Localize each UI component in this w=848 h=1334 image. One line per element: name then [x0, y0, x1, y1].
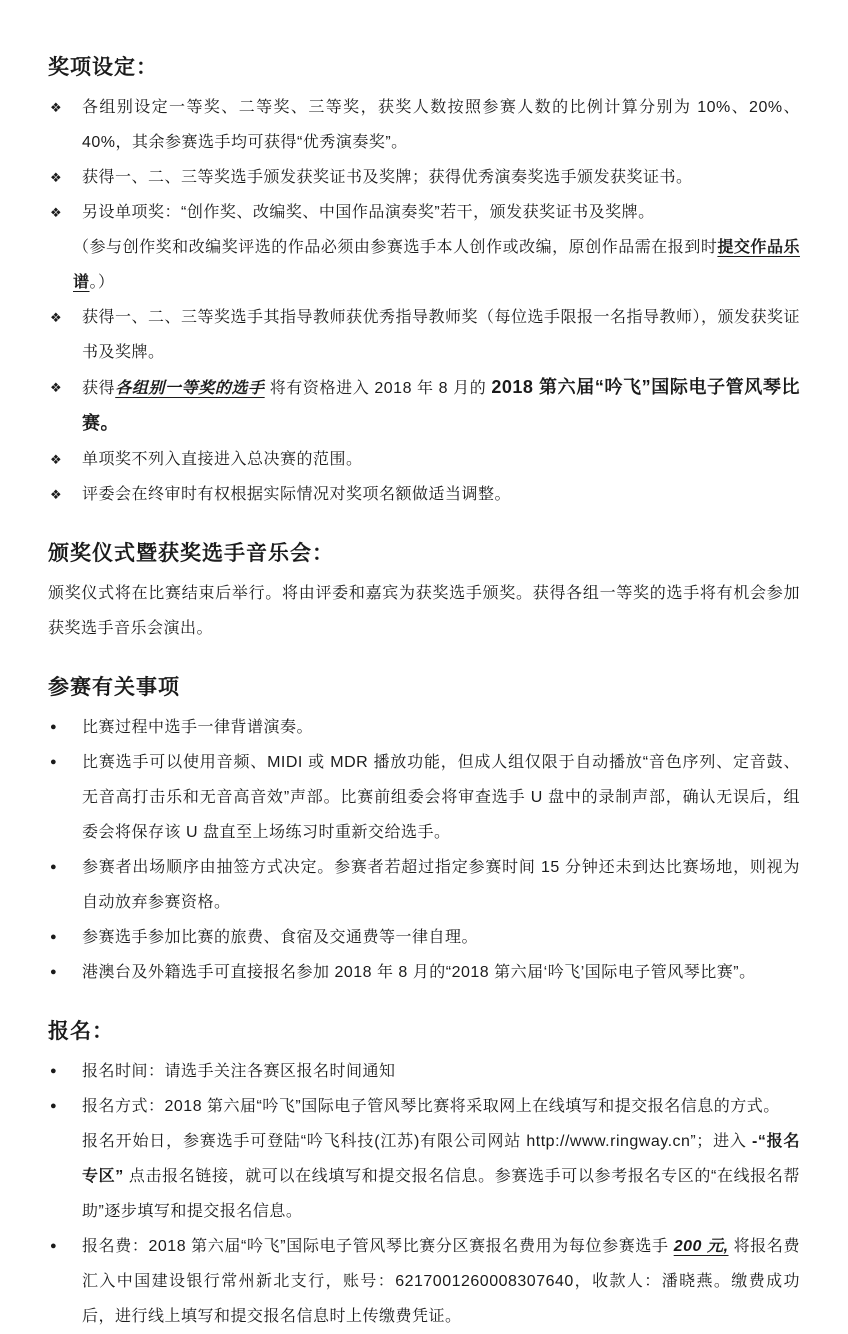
bullet-item: [48, 710, 800, 745]
circle-bullet-icon: ●: [50, 721, 58, 733]
diamond-bullet-icon: ❖: [50, 100, 63, 115]
bullet-item: [48, 745, 800, 850]
circle-bullet-icon: ●: [50, 1065, 58, 1077]
text-run: 评委会在终审时有权根据实际情况对奖项名额做适当调整。: [82, 486, 512, 503]
bullet-item: [48, 300, 800, 370]
diamond-bullet-icon: ❖: [50, 310, 63, 325]
bullet-item: [48, 920, 800, 955]
bullet-item: [48, 477, 800, 512]
circle-bullet-icon: ●: [50, 756, 58, 768]
text-run: 比赛过程中选手一律背谱演奏。: [82, 719, 314, 736]
ceremony-items: [48, 576, 800, 646]
bullet-item: [48, 850, 800, 920]
text-run: 参赛者出场顺序由抽签方式决定。参赛者若超过指定参赛时间 15 分钟还未到达比赛场地，则视为自动放弃参赛资格。: [82, 859, 800, 911]
text-run: 另设单项奖：“创作奖、改编奖、中国作品演奏奖”若干，颁发获奖证书及奖牌。: [82, 204, 655, 221]
circle-bullet-icon: ●: [50, 861, 58, 873]
bullet-item: [48, 370, 800, 442]
text-run: 点击报名链接，就可以在线填写和提交报名信息。参赛选手可以参考报名专区的“在线报名帮助”逐步填写和提交报名信息。: [82, 1168, 800, 1220]
diamond-bullet-icon: ❖: [50, 205, 63, 220]
registration-items: [48, 1054, 800, 1334]
paragraph: [48, 1124, 800, 1229]
matters-items: [48, 710, 800, 990]
section-registration: [48, 1018, 800, 1334]
section-heading-ceremony: 颁奖仪式暨获奖选手音乐会：: [48, 542, 334, 565]
text-run: 报名方式：2018 第六届“吟飞”国际电子管风琴比赛将采取网上在线填写和提交报名信息的方式。: [82, 1098, 780, 1115]
bullet-item: [48, 442, 800, 477]
text-run: 单项奖不列入直接进入总决赛的范围。: [82, 451, 363, 468]
bullet-item: [48, 160, 800, 195]
section-awards: [48, 54, 800, 512]
text-run: 参赛选手参加比赛的旅费、食宿及交通费等一律自理。: [82, 929, 479, 946]
section-heading-matters: 参赛有关事项: [48, 676, 180, 699]
diamond-bullet-icon: ❖: [50, 452, 63, 467]
text-run: 各组别设定一等奖、二等奖、三等奖，获奖人数按照参赛人数的比例计算分别为 10%、20%、40%，其余参赛选手均可获得“优秀演奏奖”。: [82, 99, 800, 151]
circle-bullet-icon: ●: [50, 966, 58, 978]
bullet-item: [48, 90, 800, 160]
paragraph: [48, 576, 800, 646]
circle-bullet-icon: ●: [50, 1240, 58, 1252]
circle-bullet-icon: ●: [50, 931, 58, 943]
diamond-bullet-icon: ❖: [50, 487, 63, 502]
diamond-bullet-icon: ❖: [50, 380, 63, 395]
text-run: 。）: [89, 274, 115, 291]
text-run: 报名费：2018 第六届“吟飞”国际电子管风琴比赛分区赛报名费用为每位参赛选手: [82, 1238, 674, 1255]
text-run: 报名开始日，参赛选手可登陆“吟飞科技(江苏)有限公司网站 http://www.ringway.cn”；进入: [82, 1133, 752, 1150]
text-run: 将有资格进入 2018 年 8 月的: [264, 380, 492, 397]
text-run: 将报名费汇入中国建设银行常州新北支行，账号：6217001260008307640，收款人：潘晓燕。缴费成功后，进行线上填写和提交报名信息时上传缴费凭证。: [82, 1238, 800, 1325]
text-run: 2018 第六届“吟飞”国际电子管风琴比赛。: [82, 377, 800, 433]
text-run: 200 元,: [673, 1238, 729, 1255]
text-run: 报名时间：请选手关注各赛区报名时间通知: [82, 1063, 396, 1080]
text-run: 获得一、二、三等奖选手颁发获奖证书及奖牌；获得优秀演奏奖选手颁发获奖证书。: [82, 169, 693, 186]
text-run: -“报名专区”: [82, 1133, 800, 1185]
text-run: 各组别一等奖的选手: [115, 380, 265, 397]
section-ceremony: [48, 540, 800, 646]
section-matters: [48, 674, 800, 990]
diamond-bullet-icon: ❖: [50, 170, 63, 185]
text-run: 获得: [82, 380, 116, 397]
bullet-item: [48, 1089, 800, 1124]
circle-bullet-icon: ●: [50, 1100, 58, 1112]
bullet-item: [48, 195, 800, 230]
text-run: 获得一、二、三等奖选手其指导教师获优秀指导教师奖（每位选手限报一名指导教师），颁发获奖证书及奖牌。: [82, 309, 801, 361]
text-run: （参与创作奖和改编奖评选的作品必须由参赛选手本人创作或改编，原创作品需在报到时: [73, 239, 718, 256]
section-heading-registration: 报名：: [48, 1020, 114, 1043]
paragraph: [48, 230, 800, 300]
text-run: 提交作品乐谱: [73, 239, 800, 291]
bullet-item: [48, 955, 800, 990]
text-run: 比赛选手可以使用音频、MIDI 或 MDR 播放功能，但成人组仅限于自动播放“音色序列、定音鼓、无音高打击乐和无音高音效”声部。比赛前组委会将审查选手 U 盘中的录制声部，确认无误后，组委会将保存该 U 盘直至上场练习时重新交给选手。: [82, 754, 800, 841]
text-run: 港澳台及外籍选手可直接报名参加 2018 年 8 月的“2018 第六届‘吟飞’国际电子管风琴比赛”。: [82, 964, 756, 981]
text-run: 颁奖仪式将在比赛结束后举行。将由评委和嘉宾为获奖选手颁奖。获得各组一等奖的选手将有机会参加获奖选手音乐会演出。: [48, 585, 800, 637]
awards-items: [48, 90, 800, 512]
bullet-item: [48, 1229, 800, 1334]
section-heading-awards: 奖项设定：: [48, 56, 158, 79]
bullet-item: [48, 1054, 800, 1089]
